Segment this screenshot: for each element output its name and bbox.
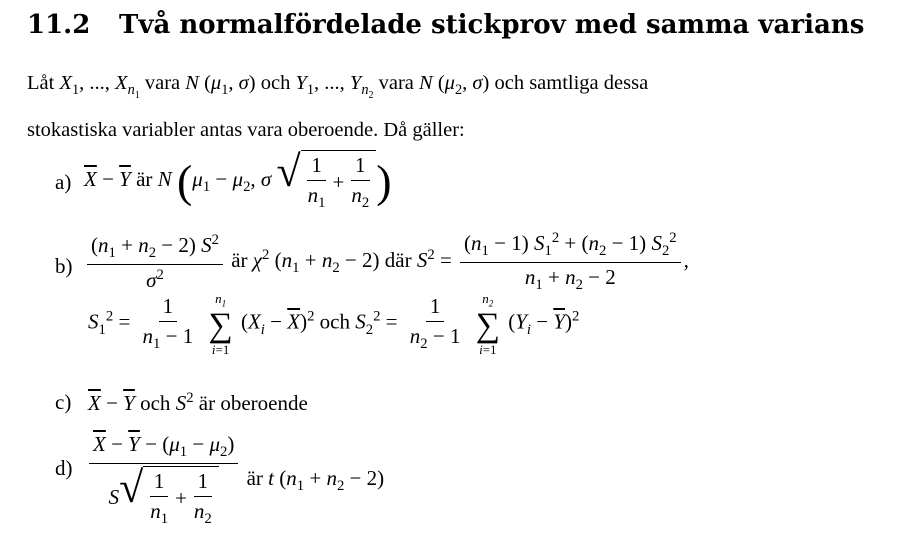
section-number: 11.2 bbox=[27, 10, 91, 40]
item-d-formula: $\overline{X} - \overline{Y} - (\mu_1 - \mu_2)$ S √ $\frac{1}{n_1}$ + $\frac{1}{n_2}$ är t $(n_1 + n_2 - 2)$ bbox=[86, 432, 384, 528]
intro-paragraph: Låt $X_1$, ..., $X_{n_1}$ vara N ($\mu_1$, σ) och $Y_1$, ..., $Y_{n_2}$ vara N ($\mu_2$, σ) och samtliga dessa stokastiska variabler antas vara oberoende. Då gäller: bbox=[27, 72, 649, 141]
item-c-label: c) bbox=[55, 390, 72, 414]
item-b-formula: $\frac{(n_1 + n_2 - 2) S^2}{\sigma^2}$ är $\chi^2$ $(n_1 + n_2 - 2)$ där $S^2$ = $\frac{(n_1 - 1) S_1^2 + (n_2 - 1) S_2^2}{n_1 + n_2 - 2}$ , bbox=[84, 230, 689, 294]
item-b-formula-line2: $S_1^2$ = $\frac{1}{n_1 - 1}$ $n_1$ ∑ i=1 $(X_i - \overline{X})^2$ och $S_2^2$ = $\frac{1}{n_2 - 1}$ $n_2$ ∑ i=1 $(Y_i - \overline{Y})^2$ bbox=[88, 291, 580, 357]
item-c-formula: $\overline{X} - \overline{Y}$ och $S^2$ är oberoende bbox=[88, 390, 308, 415]
section-title: Två normalfördelade stickprov med samma varians bbox=[119, 10, 865, 40]
item-a-formula: $\overline{X} - \overline{Y}$ är N ($\mu_1 - \mu_2$, σ √ $\frac{1}{n_1}$ + $\frac{1}{n_2}$ ) bbox=[84, 147, 392, 212]
item-d-label: d) bbox=[55, 456, 73, 480]
intro-line-2: stokastiska variabler antas vara oberoende. Då gäller: bbox=[27, 118, 465, 141]
section-heading bbox=[27, 10, 864, 40]
item-a-label: a) bbox=[55, 170, 72, 194]
item-b-label: b) bbox=[55, 254, 73, 278]
